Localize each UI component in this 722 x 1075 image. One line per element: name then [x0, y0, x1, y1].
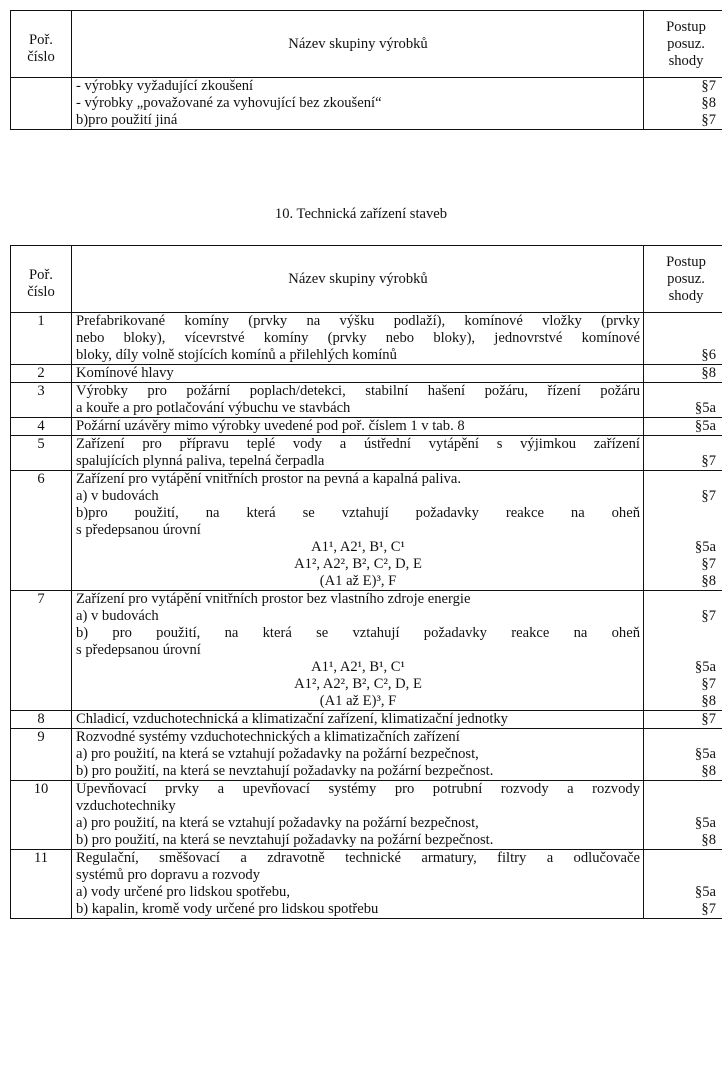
- row-text-line: A1¹, A2¹, B¹, C¹: [311, 659, 405, 675]
- procedure-code: §8: [701, 693, 716, 709]
- row-text-line: a) pro použití, na která se vztahují požadavky na požární bezpečnost,: [76, 746, 479, 762]
- row-text-line: Zařízení pro vytápění vnitřních prostor na pevná a kapalná paliva.: [76, 471, 461, 487]
- header-number-label: číslo: [27, 284, 55, 300]
- row-description: [72, 850, 644, 919]
- table-row: [11, 383, 722, 418]
- table-header-row: [11, 11, 722, 78]
- procedure-code: §7: [701, 676, 716, 692]
- row-text-line: Zařízení pro přípravu teplé vody a ústřední vytápění s výjimkou zařízení: [76, 436, 640, 452]
- procedure-code: [644, 798, 716, 815]
- procedure-code: §5a: [694, 746, 716, 762]
- row-text-line: b) pro použití, na která se nevztahují požadavky na požární bezpečnost.: [76, 832, 494, 848]
- row-text-line: b) kapalin, kromě vody určené pro lidskou spotřebu: [76, 901, 379, 917]
- row-description: [72, 365, 644, 383]
- header-number-label: Poř.: [29, 267, 53, 283]
- row-description: [72, 781, 644, 850]
- procedure-code: §7: [701, 711, 716, 727]
- row-number: 3: [11, 383, 72, 418]
- row-text-line: a) vody určené pro lidskou spotřebu,: [76, 884, 290, 900]
- row-number: 5: [11, 436, 72, 471]
- table-header-row: [11, 246, 722, 313]
- row-description: [72, 729, 644, 781]
- procedure-code: §7: [701, 453, 716, 469]
- row-text-line: A1², A2², B², C², D, E: [294, 676, 422, 692]
- table-row: [11, 781, 722, 850]
- procedure-code: [644, 850, 716, 867]
- procedure-code: [644, 591, 716, 608]
- row-text-line: b) pro použití, na která se nevztahují požadavky na požární bezpečnost.: [76, 763, 494, 779]
- row-text-line: b)pro použití jiná: [76, 112, 178, 128]
- header-number-cell: [11, 11, 72, 78]
- table-row: [11, 418, 722, 436]
- procedure-code: [644, 729, 716, 746]
- procedure-code: §5a: [694, 400, 716, 416]
- procedure-code: [644, 867, 716, 884]
- row-procedure: [644, 850, 722, 919]
- row-procedure: [644, 78, 722, 130]
- procedure-code: §5a: [694, 659, 716, 675]
- row-description: [72, 471, 644, 591]
- procedure-code: §7: [701, 112, 716, 128]
- procedure-code: §5a: [694, 815, 716, 831]
- row-text-line: s předepsanou úrovní: [76, 642, 201, 658]
- procedure-code: §7: [701, 608, 716, 624]
- table-row: [11, 365, 722, 383]
- row-text-line: systémů pro dopravu a rozvody: [76, 867, 261, 883]
- header-name-label: Název skupiny výrobků: [288, 270, 428, 287]
- procedure-code: [644, 642, 716, 659]
- row-text-line: a) pro použití, na která se vztahují požadavky na požární bezpečnost,: [76, 815, 479, 831]
- header-procedure-label: shody: [668, 52, 704, 69]
- row-procedure: [644, 418, 722, 436]
- header-name-cell: [72, 11, 644, 78]
- header-procedure-label: posuz.: [667, 35, 705, 52]
- row-text-line: vzduchotechniky: [76, 798, 176, 814]
- row-text-line: A1¹, A2¹, B¹, C¹: [311, 539, 405, 555]
- table-row: [11, 313, 722, 365]
- procedure-code: [644, 330, 716, 347]
- row-text-line: bloky, díly volně stojících komínů a přilehlých komínů: [76, 347, 397, 363]
- header-procedure-label: posuz.: [667, 270, 705, 287]
- procedure-code: §7: [701, 78, 716, 94]
- procedure-code: [644, 313, 716, 330]
- header-number-cell: [11, 246, 72, 313]
- section-title: 10. Technická zařízení staveb: [274, 206, 448, 222]
- row-text-line: Regulační, směšovací a zdravotně technické armatury, filtry a odlučovače: [76, 850, 640, 866]
- procedure-code: §8: [701, 763, 716, 779]
- procedure-code: [644, 383, 716, 400]
- procedure-code: §8: [701, 573, 716, 589]
- row-number: 7: [11, 591, 72, 711]
- procedure-code: [644, 505, 716, 522]
- table-row: [11, 729, 722, 781]
- row-number: 6: [11, 471, 72, 591]
- row-text-line: a) v budovách: [76, 608, 159, 624]
- row-number: 2: [11, 365, 72, 383]
- row-procedure: [644, 365, 722, 383]
- row-text-line: s předepsanou úrovní: [76, 522, 201, 538]
- row-text-line: a) v budovách: [76, 488, 159, 504]
- row-description: [72, 591, 644, 711]
- header-procedure-label: Postup: [666, 18, 706, 35]
- row-text-line: A1², A2², B², C², D, E: [294, 556, 422, 572]
- row-description: [72, 78, 644, 130]
- row-procedure: [644, 436, 722, 471]
- procedure-code: §5a: [694, 884, 716, 900]
- row-text-line: Upevňovací prvky a upevňovací systémy pro potrubní rozvody a rozvody: [76, 781, 640, 797]
- row-text-line: Chladicí, vzduchotechnická a klimatizační zařízení, klimatizační jednotky: [76, 711, 508, 727]
- row-procedure: [644, 471, 722, 591]
- table-row: [11, 471, 722, 591]
- row-number: 4: [11, 418, 72, 436]
- row-number: 11: [11, 850, 72, 919]
- row-text-line: Prefabrikované komíny (prvky na výšku podlaží), komínové vložky (prvky: [76, 313, 640, 329]
- row-procedure: [644, 711, 722, 729]
- row-text-line: Požární uzávěry mimo výrobky uvedené pod poř. číslem 1 v tab. 8: [76, 418, 465, 434]
- row-text-line: Rozvodné systémy vzduchotechnických a klimatizačních zařízení: [76, 729, 460, 745]
- procedure-code: §7: [701, 488, 716, 504]
- row-text-line: Komínové hlavy: [76, 365, 174, 381]
- row-number: 1: [11, 313, 72, 365]
- table-row: [11, 591, 722, 711]
- row-description: [72, 418, 644, 436]
- procedure-code: [644, 522, 716, 539]
- procedure-code: §5a: [694, 418, 716, 434]
- header-procedure-label: Postup: [666, 253, 706, 270]
- row-text-line: b)pro použití, na která se vztahují požadavky reakce na oheň: [76, 505, 640, 521]
- procedure-code: [644, 625, 716, 642]
- row-text-line: - výrobky „považované za vyhovující bez zkoušení“: [76, 95, 382, 111]
- table-row: [11, 711, 722, 729]
- procedure-code: [644, 471, 716, 488]
- table-row: [11, 436, 722, 471]
- header-name-cell: [72, 246, 644, 313]
- row-text-line: spalujících plynná paliva, tepelná čerpadla: [76, 453, 325, 469]
- row-text-line: a kouře a pro potlačování výbuchu ve stavbách: [76, 400, 351, 416]
- header-procedure-cell: [644, 11, 722, 78]
- table-row: [11, 850, 722, 919]
- procedure-code: [644, 436, 716, 453]
- table-row: [11, 78, 722, 130]
- procedure-code: §6: [701, 347, 716, 363]
- technical-equipment-table: [10, 245, 722, 919]
- procedure-code: §8: [701, 365, 716, 381]
- procedure-code: §8: [701, 95, 716, 111]
- procedure-code: §7: [701, 556, 716, 572]
- row-text-line: Zařízení pro vytápění vnitřních prostor bez vlastního zdroje energie: [76, 591, 471, 607]
- row-description: [72, 436, 644, 471]
- row-text-line: (A1 až E)³, F: [319, 573, 397, 589]
- procedure-code: [644, 781, 716, 798]
- row-text-line: - výrobky vyžadující zkoušení: [76, 78, 254, 94]
- header-number-label: Poř.: [29, 32, 53, 48]
- row-text-line: Výrobky pro požární poplach/detekci, stabilní hašení požáru, řízení požáru: [76, 383, 640, 399]
- procedure-code: §7: [701, 901, 716, 917]
- row-description: [72, 383, 644, 418]
- row-text-line: nebo bloky), vícevrstvé komíny (prvky nebo bloky), jednovrstvé komínové: [76, 330, 640, 346]
- row-description: [72, 313, 644, 365]
- procedure-code: §5a: [694, 539, 716, 555]
- procedure-code: §8: [701, 832, 716, 848]
- row-procedure: [644, 383, 722, 418]
- header-procedure-cell: [644, 246, 722, 313]
- row-procedure: [644, 781, 722, 850]
- row-text-line: (A1 až E)³, F: [319, 693, 397, 709]
- row-procedure: [644, 591, 722, 711]
- header-procedure-label: shody: [668, 287, 704, 304]
- row-number: 8: [11, 711, 72, 729]
- row-procedure: [644, 313, 722, 365]
- row-text-line: b) pro použití, na která se vztahují požadavky reakce na oheň: [76, 625, 640, 641]
- row-description: [72, 711, 644, 729]
- product-table-continued: [10, 10, 722, 130]
- header-number-label: číslo: [27, 49, 55, 65]
- row-number: [11, 78, 72, 130]
- row-procedure: [644, 729, 722, 781]
- header-name-label: Název skupiny výrobků: [288, 35, 428, 52]
- row-number: 10: [11, 781, 72, 850]
- row-number: 9: [11, 729, 72, 781]
